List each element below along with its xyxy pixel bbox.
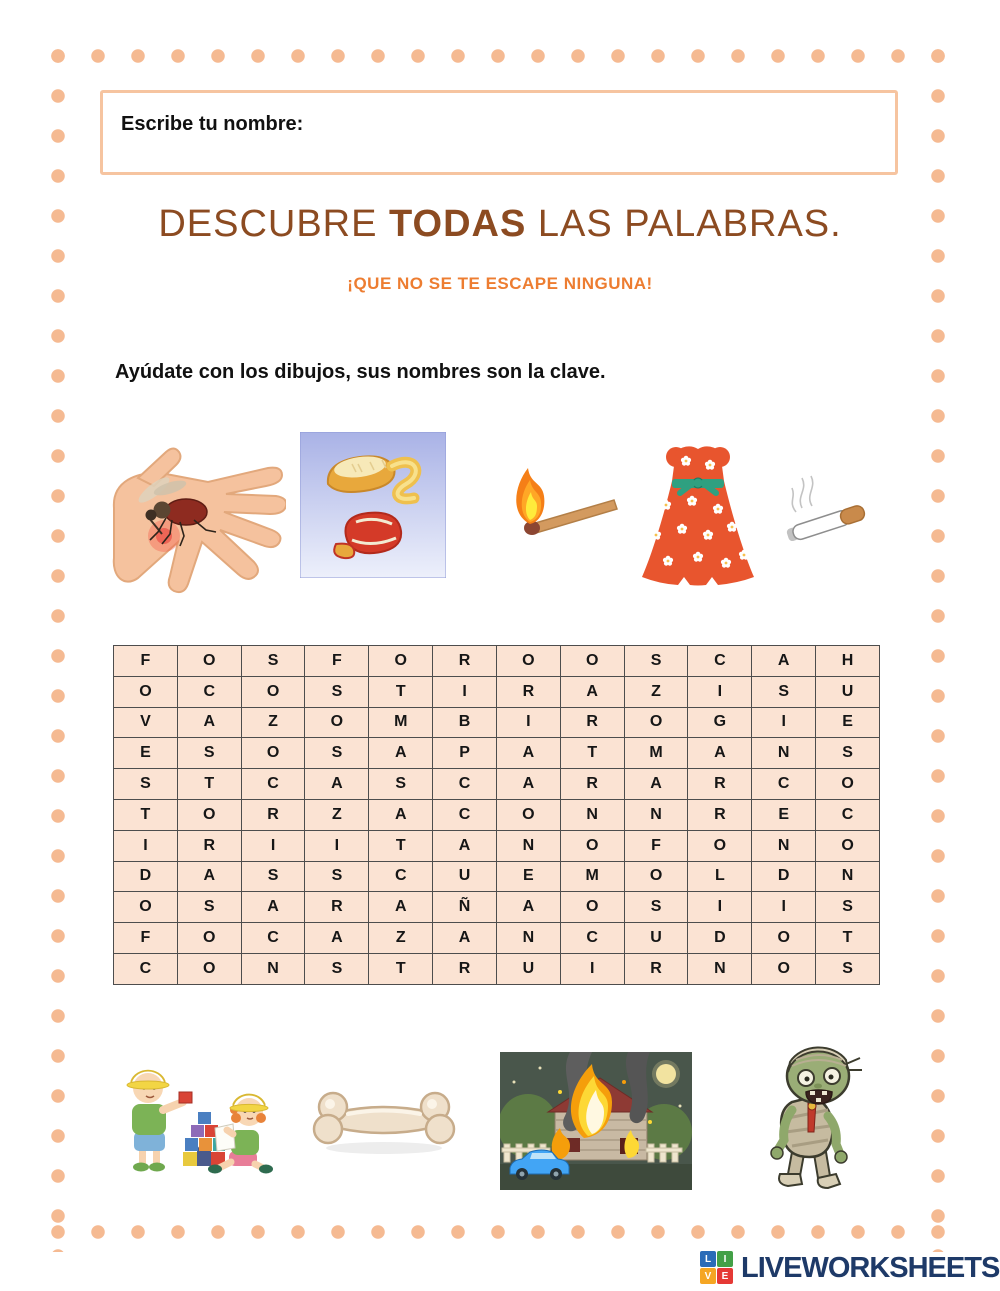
wordsearch-cell[interactable]: A	[433, 923, 497, 954]
logo-square-e: E	[717, 1268, 733, 1284]
name-box-label: Escribe tu nombre:	[121, 113, 304, 135]
wordsearch-cell[interactable]: O	[752, 953, 816, 984]
wordsearch-cell[interactable]: N	[688, 953, 752, 984]
wordsearch-row	[114, 830, 880, 861]
title-post: LAS PALABRAS.	[526, 203, 842, 245]
wordsearch-row	[114, 707, 880, 738]
wordsearch-cell[interactable]: R	[688, 799, 752, 830]
wordsearch-cell[interactable]: O	[177, 923, 241, 954]
wordsearch-cell[interactable]: A	[369, 738, 433, 769]
wordsearch-row	[114, 799, 880, 830]
wordsearch-cell[interactable]: O	[560, 892, 624, 923]
wordsearch-cell[interactable]: R	[496, 676, 560, 707]
liveworksheets-footer	[700, 1251, 999, 1285]
wordsearch-cell[interactable]: I	[114, 830, 178, 861]
wordsearch-cell[interactable]: Z	[369, 923, 433, 954]
wordsearch-cell[interactable]: S	[624, 646, 688, 677]
wordsearch-cell[interactable]: N	[496, 923, 560, 954]
wordsearch-cell[interactable]: N	[752, 738, 816, 769]
page-title	[0, 203, 1000, 246]
wordsearch-row	[114, 953, 880, 984]
wordsearch-cell[interactable]: O	[177, 646, 241, 677]
flower-dress-image	[630, 437, 766, 587]
wordsearch-cell[interactable]: Z	[305, 799, 369, 830]
wordsearch-cell[interactable]: F	[624, 830, 688, 861]
wordsearch-cell[interactable]: S	[305, 676, 369, 707]
wordsearch-cell[interactable]: C	[114, 953, 178, 984]
logo-square-i: I	[717, 1251, 733, 1267]
wordsearch-cell[interactable]: D	[114, 861, 178, 892]
wordsearch-cell[interactable]: M	[624, 738, 688, 769]
title-bold: TODAS	[389, 203, 527, 245]
wordsearch-cell[interactable]: N	[241, 953, 305, 984]
wordsearch-cell[interactable]: C	[241, 769, 305, 800]
wordsearch-cell[interactable]: V	[114, 707, 178, 738]
wordsearch-cell[interactable]: N	[752, 830, 816, 861]
wordsearch-cell[interactable]: I	[560, 953, 624, 984]
wordsearch-cell[interactable]: C	[433, 769, 497, 800]
wordsearch-cell[interactable]: S	[752, 676, 816, 707]
wordsearch-cell[interactable]: T	[114, 799, 178, 830]
wordsearch-cell[interactable]: I	[496, 707, 560, 738]
wordsearch-cell[interactable]: O	[496, 799, 560, 830]
wordsearch-cell[interactable]: O	[241, 738, 305, 769]
wordsearch-cell[interactable]: C	[752, 769, 816, 800]
wordsearch-cell[interactable]: M	[369, 707, 433, 738]
fruit-peels-image	[300, 432, 446, 578]
wordsearch-cell[interactable]: C	[688, 646, 752, 677]
wordsearch-cell[interactable]: S	[816, 892, 880, 923]
wordsearch-cell[interactable]: R	[241, 799, 305, 830]
wordsearch-cell[interactable]: S	[305, 738, 369, 769]
wordsearch-cell[interactable]: S	[241, 861, 305, 892]
wordsearch-cell[interactable]: S	[816, 953, 880, 984]
wordsearch-cell[interactable]: A	[433, 830, 497, 861]
wordsearch-cell[interactable]: Z	[624, 676, 688, 707]
wordsearch-cell[interactable]: O	[816, 830, 880, 861]
wordsearch-cell[interactable]: R	[688, 769, 752, 800]
wordsearch-cell[interactable]: A	[560, 676, 624, 707]
wordsearch-cell[interactable]: C	[816, 799, 880, 830]
wordsearch-cell[interactable]: O	[177, 953, 241, 984]
wordsearch-cell[interactable]: R	[560, 707, 624, 738]
wordsearch-cell[interactable]: A	[688, 738, 752, 769]
wordsearch-cell[interactable]: N	[624, 799, 688, 830]
wordsearch-cell[interactable]: P	[433, 738, 497, 769]
wordsearch-cell[interactable]: C	[560, 923, 624, 954]
wordsearch-cell[interactable]: G	[688, 707, 752, 738]
wordsearch-cell[interactable]: A	[305, 923, 369, 954]
zombie-image	[748, 1040, 876, 1192]
wordsearch-cell[interactable]: E	[752, 799, 816, 830]
cigarette-image	[772, 468, 880, 553]
logo-square-v: V	[700, 1268, 716, 1284]
wordsearch-row	[114, 923, 880, 954]
logo-square-l: L	[700, 1251, 716, 1267]
wordsearch-cell[interactable]: A	[177, 707, 241, 738]
wordsearch-cell[interactable]: A	[241, 892, 305, 923]
instruction-text: Ayúdate con los dibujos, sus nombres son la clave.	[115, 361, 606, 383]
wordsearch-cell[interactable]: A	[496, 738, 560, 769]
house-on-fire-image	[500, 1052, 692, 1190]
wordsearch-cell[interactable]: O	[560, 646, 624, 677]
page-subtitle: ¡QUE NO SE TE ESCAPE NINGUNA!	[347, 274, 653, 293]
wordsearch-cell[interactable]: A	[496, 769, 560, 800]
wordsearch-grid	[113, 645, 880, 985]
wordsearch-cell[interactable]: S	[369, 769, 433, 800]
wordsearch-cell[interactable]: Z	[241, 707, 305, 738]
wordsearch-cell[interactable]: C	[369, 861, 433, 892]
wordsearch-row	[114, 769, 880, 800]
wordsearch-cell[interactable]: S	[305, 953, 369, 984]
wordsearch-cell[interactable]: L	[688, 861, 752, 892]
liveworksheets-logo-icon	[700, 1251, 736, 1285]
wordsearch-cell[interactable]: S	[177, 892, 241, 923]
wordsearch-cell[interactable]: I	[241, 830, 305, 861]
wordsearch-cell[interactable]: E	[496, 861, 560, 892]
title-pre: DESCUBRE	[158, 203, 390, 245]
wordsearch-cell[interactable]: R	[177, 830, 241, 861]
wordsearch-cell[interactable]: O	[369, 646, 433, 677]
wordsearch-cell[interactable]: O	[816, 769, 880, 800]
bone-image	[308, 1082, 460, 1160]
wordsearch-cell[interactable]: F	[305, 646, 369, 677]
wordsearch-cell[interactable]: O	[560, 830, 624, 861]
wordsearch-cell[interactable]: R	[624, 953, 688, 984]
wordsearch-body	[114, 646, 880, 985]
wordsearch-cell[interactable]: O	[624, 861, 688, 892]
wordsearch-cell[interactable]: A	[177, 861, 241, 892]
wordsearch-cell[interactable]: O	[114, 676, 178, 707]
wordsearch-cell[interactable]: O	[688, 830, 752, 861]
wordsearch-cell[interactable]: S	[624, 892, 688, 923]
wordsearch-cell[interactable]: M	[560, 861, 624, 892]
wordsearch-cell[interactable]: N	[560, 799, 624, 830]
wordsearch-cell[interactable]: A	[624, 769, 688, 800]
wordsearch-cell[interactable]: T	[369, 676, 433, 707]
wordsearch-cell[interactable]: O	[241, 676, 305, 707]
wordsearch-row	[114, 646, 880, 677]
student-name-input[interactable]	[313, 107, 873, 141]
wordsearch-cell[interactable]: I	[433, 676, 497, 707]
wordsearch-cell[interactable]: N	[496, 830, 560, 861]
wordsearch-cell[interactable]: I	[688, 892, 752, 923]
wordsearch-cell[interactable]: R	[433, 646, 497, 677]
wordsearch-cell[interactable]: C	[177, 676, 241, 707]
wordsearch-cell[interactable]: I	[752, 892, 816, 923]
wordsearch-cell[interactable]: A	[305, 769, 369, 800]
wordsearch-row	[114, 738, 880, 769]
wordsearch-cell[interactable]: C	[241, 923, 305, 954]
wordsearch-cell[interactable]: R	[560, 769, 624, 800]
wordsearch-cell[interactable]: F	[114, 646, 178, 677]
wordsearch-cell[interactable]: U	[624, 923, 688, 954]
wordsearch-cell[interactable]: S	[241, 646, 305, 677]
wordsearch-cell[interactable]: I	[305, 830, 369, 861]
wordsearch-cell[interactable]: S	[177, 738, 241, 769]
wordsearch-cell[interactable]: T	[369, 830, 433, 861]
wordsearch-cell[interactable]: Ñ	[433, 892, 497, 923]
wordsearch-cell[interactable]: E	[816, 707, 880, 738]
wordsearch-cell[interactable]: I	[752, 707, 816, 738]
wordsearch-cell[interactable]: U	[433, 861, 497, 892]
name-box	[100, 90, 898, 175]
wordsearch-cell[interactable]: T	[369, 953, 433, 984]
wordsearch-cell[interactable]: D	[688, 923, 752, 954]
wordsearch-cell[interactable]: N	[816, 861, 880, 892]
wordsearch-cell[interactable]: S	[305, 861, 369, 892]
wordsearch-cell[interactable]: R	[433, 953, 497, 984]
wordsearch-cell[interactable]: T	[560, 738, 624, 769]
wordsearch-cell[interactable]: A	[369, 892, 433, 923]
wordsearch-cell[interactable]: S	[114, 769, 178, 800]
wordsearch-cell[interactable]: O	[752, 923, 816, 954]
wordsearch-cell[interactable]: S	[816, 738, 880, 769]
wordsearch-cell[interactable]: D	[752, 861, 816, 892]
wordsearch-cell[interactable]: A	[369, 799, 433, 830]
wordsearch-row	[114, 861, 880, 892]
wordsearch-cell[interactable]: U	[496, 953, 560, 984]
dotted-border-top	[38, 48, 958, 64]
wordsearch-cell[interactable]: O	[624, 707, 688, 738]
wordsearch-cell[interactable]: O	[177, 799, 241, 830]
dotted-border-bottom	[38, 1224, 958, 1240]
wordsearch-row	[114, 892, 880, 923]
wordsearch-cell[interactable]: T	[816, 923, 880, 954]
wordsearch-cell[interactable]: R	[305, 892, 369, 923]
wordsearch-cell[interactable]: I	[688, 676, 752, 707]
wordsearch-cell[interactable]: F	[114, 923, 178, 954]
wordsearch-cell[interactable]: B	[433, 707, 497, 738]
wordsearch-cell[interactable]: T	[177, 769, 241, 800]
wordsearch-cell[interactable]: O	[305, 707, 369, 738]
wordsearch-cell[interactable]: O	[496, 646, 560, 677]
kids-building-blocks-image	[103, 1048, 291, 1188]
wordsearch-cell[interactable]: E	[114, 738, 178, 769]
lit-match-image	[486, 462, 622, 557]
wordsearch-cell[interactable]: A	[752, 646, 816, 677]
wordsearch-row	[114, 676, 880, 707]
wordsearch-cell[interactable]: H	[816, 646, 880, 677]
wordsearch-cell[interactable]: A	[496, 892, 560, 923]
wordsearch-cell[interactable]: C	[433, 799, 497, 830]
wordsearch-cell[interactable]: U	[816, 676, 880, 707]
liveworksheets-logo-text: LIVEWORKSHEETS	[741, 1251, 1000, 1284]
mosquito-bite-on-hand-image	[108, 438, 286, 596]
wordsearch-cell[interactable]: O	[114, 892, 178, 923]
